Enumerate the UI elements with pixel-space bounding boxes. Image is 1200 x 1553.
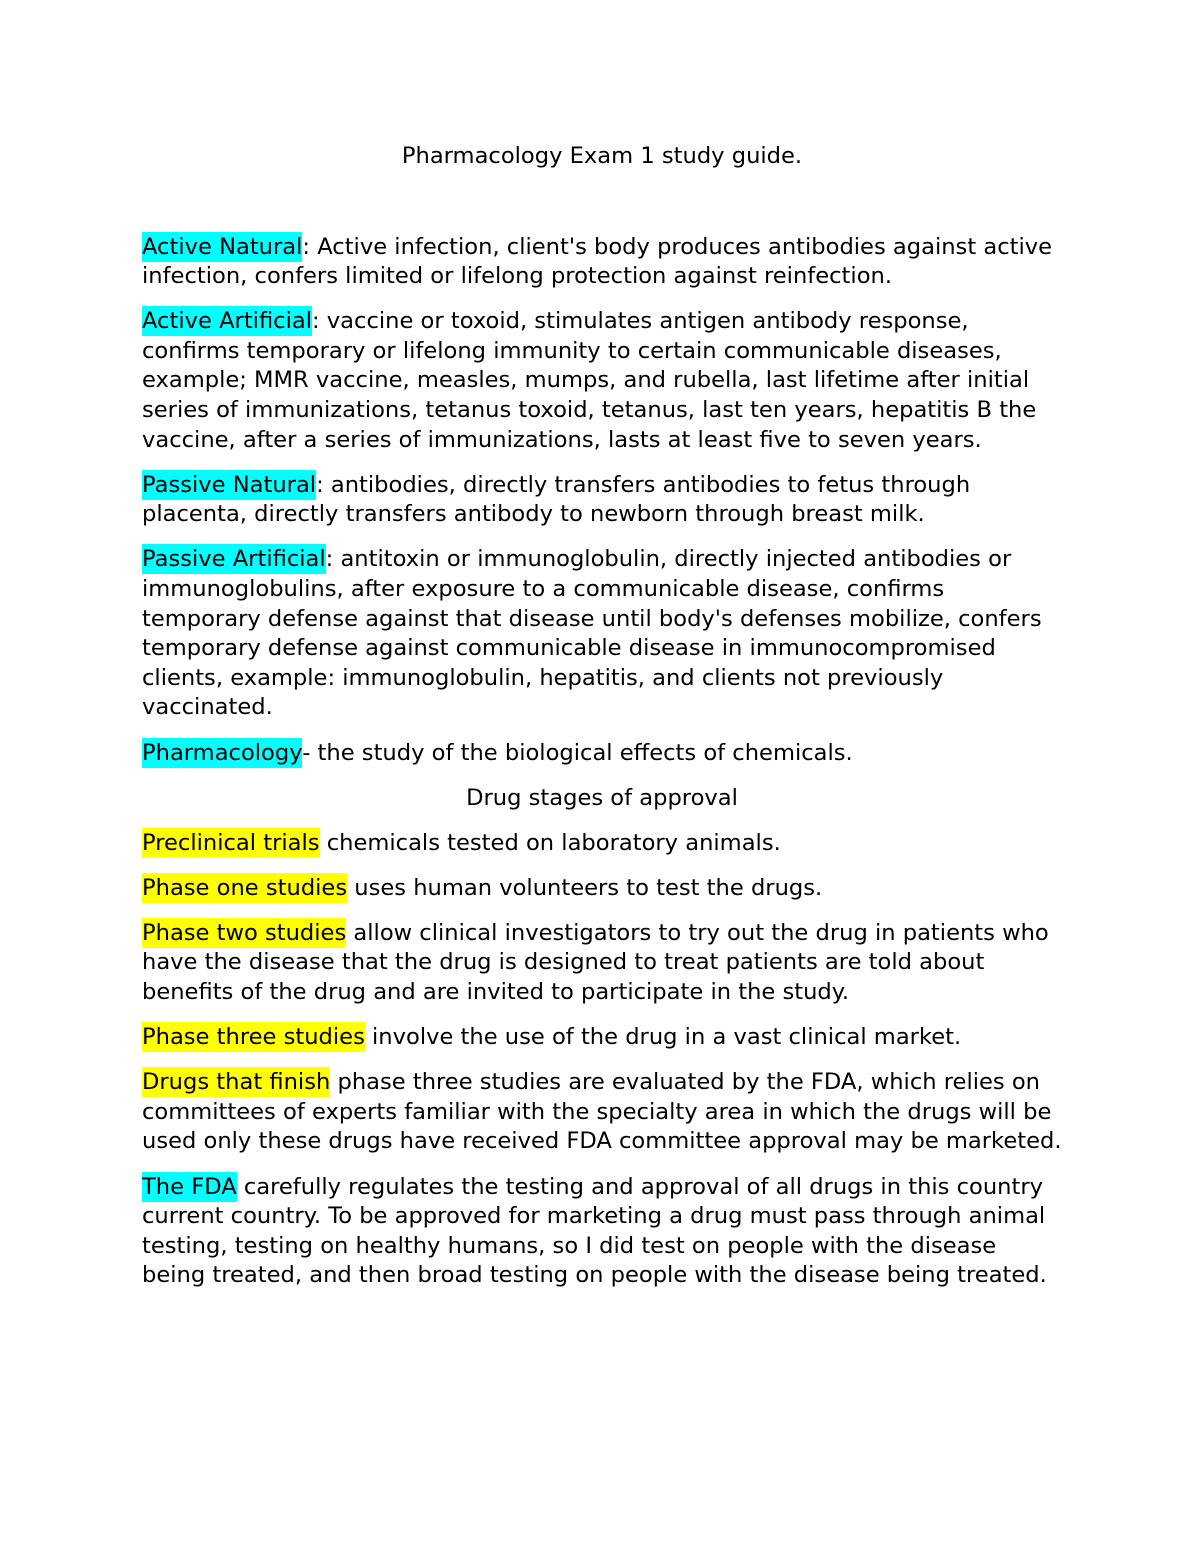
paragraph-text: uses human volunteers to test the drugs.: [347, 874, 823, 901]
highlighted-term: Phase three studies: [142, 1024, 365, 1051]
stage-preclinical: [142, 829, 1062, 859]
highlighted-term: The FDA: [142, 1173, 237, 1200]
highlighted-term: Phase two studies: [142, 919, 347, 946]
paragraph-passive-natural: [142, 471, 1062, 530]
paragraph-active-natural: [142, 233, 1062, 292]
paragraph-text: : antibodies, directly transfers antibodies to fetus through placenta, directly transfers antibody to newborn through breast milk.: [142, 471, 971, 528]
stage-phase-two: [142, 919, 1062, 1008]
highlighted-term: Passive Artificial: [142, 546, 326, 573]
paragraph-text: allow clinical investigators to try out the drug in patients who have the disease that the drug is designed to treat patients are told about benefits of the drug and are invited to participate in the study.: [142, 919, 1049, 1006]
highlighted-term: Preclinical trials: [142, 829, 320, 856]
paragraph-pharmacology: [142, 739, 1062, 769]
highlighted-term: Passive Natural: [142, 471, 317, 498]
paragraph-text: : antitoxin or immunoglobulin, directly injected antibodies or immunoglobulins, after exposure to a communicable disease, confirms temporary defense against that disease until body's defenses mobilize, confers temporary defense against communicable disease in immunocompromised clients, example: immunoglobulin, hepatitis, and clients not previously vaccinated.: [142, 546, 1042, 721]
document-title: Pharmacology Exam 1 study guide.: [401, 143, 803, 169]
highlighted-term: Phase one studies: [142, 874, 348, 901]
paragraph-text: - the study of the biological effects of chemicals.: [302, 739, 853, 766]
highlighted-term: Drugs that finish: [142, 1069, 331, 1096]
stage-drugs-that-finish: [142, 1068, 1062, 1157]
document-page: [142, 142, 1062, 1306]
paragraph-the-fda: [142, 1173, 1062, 1291]
paragraph-passive-artificial: [142, 545, 1062, 723]
paragraph-text: : vaccine or toxoid, stimulates antigen antibody response, confirms temporary or lifelong immunity to certain communicable diseases, example; MMR vaccine, measles, mumps, and rubella, last lifetime after initial series of immunizations, tetanus toxoid, tetanus, last ten years, hepatitis B the vaccine, after a series of immunizations, lasts at least five to seven years.: [142, 308, 1037, 453]
highlighted-term: Pharmacology: [142, 739, 303, 766]
highlighted-term: Active Artificial: [142, 308, 313, 335]
paragraph-active-artificial: [142, 307, 1062, 455]
section-heading: Drug stages of approval: [466, 784, 738, 811]
stage-phase-one: [142, 874, 1062, 904]
paragraph-text: : Active infection, client's body produces antibodies against active infection, confers limited or lifelong protection against reinfection.: [142, 233, 1053, 290]
paragraph-text: involve the use of the drug in a vast clinical market.: [364, 1024, 962, 1051]
paragraph-text: carefully regulates the testing and approval of all drugs in this country current country. To be approved for marketing a drug must pass through animal testing, testing on healthy humans, so I did test on people with the disease being treated, and then broad testing on people with the disease being treated.: [142, 1173, 1047, 1289]
stage-phase-three: [142, 1023, 1062, 1053]
paragraph-text: phase three studies are evaluated by the FDA, which relies on committees of experts familiar with the specialty area in which the drugs will be used only these drugs have received FDA committee approval may be marketed.: [142, 1069, 1062, 1155]
highlighted-term: Active Natural: [142, 233, 303, 260]
paragraph-text: chemicals tested on laboratory animals.: [319, 829, 781, 856]
